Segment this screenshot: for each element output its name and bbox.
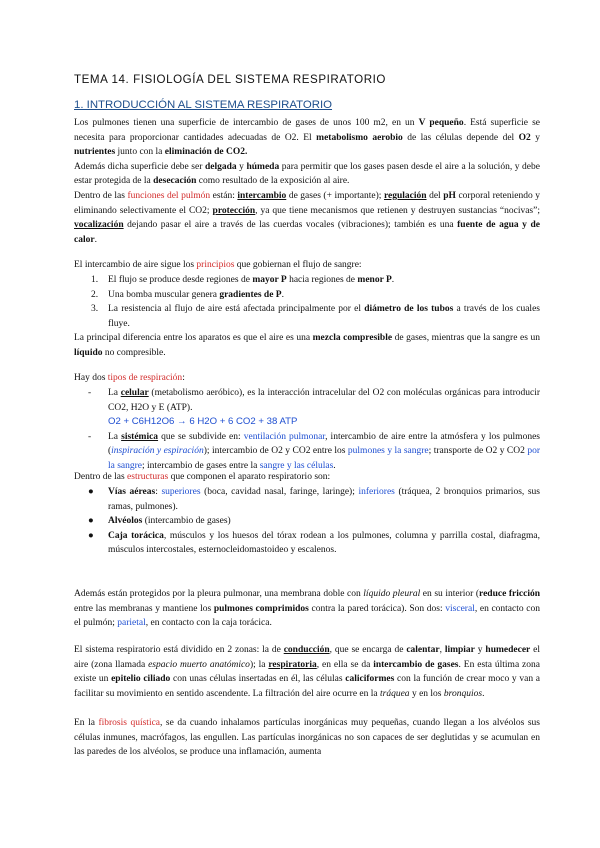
list-item-alveolos: ● Alvéolos (intercambio de gases) [88,516,231,527]
exchange-principles-list [74,273,540,331]
pleura-paragraph: Además están protegidos por la pleura pulmonar, una membrana doble con líquido pleural en su interior (reduce fricción entre las membranas y mantiene los pulmones comprimidos contra la pared torácica). Son dos: visceral, en contacto con el pulmón; parietal, en contacto con la caja torácica. [74,589,541,629]
list-item: 1. El flujo se produce desde regiones de mayor P hacia regiones de menor P. [91,275,395,285]
structures-intro: Dentro de las estructuras que componen el aparato respiratorio son: [74,472,331,482]
list-item-sistemica: - La sistémica que se subdivide en: ventilación pulmonar, intercambio de aire entre la atmósfera y los pulmones (inspiración y espiración); intercambio de O2 y CO2 entre los pulmones y la sangre; transporte de O2 y CO2 por la sangre; intercambio de gases entre la sangre y las células. [88,431,540,471]
structures-list [74,485,540,558]
exchange-intro: El intercambio de aire sigue los principios que gobiernan el flujo de sangre: [74,260,362,270]
intro-paragraph-3: Dentro de las funciones del pulmón están: intercambio de gases (+ importante); regulación del pH corporal reteniendo y eliminando selectivamente el CO2; protección, ya que tiene mecanismos que retienen y destruyen sustancias “nocivas”; vocalización dejando pasar el aire a través de las cuerdas vocales (vibraciones); también es una fuente de agua y de calor. [74,190,540,245]
section-heading-introduccion: 1. INTRODUCCIÓN AL SISTEMA RESPIRATORIO [74,99,333,111]
intro-paragraph-2: Además dicha superficie debe ser delgada y húmeda para permitir que los gases pasen desde el aire a la solución, y debe estar protegida de la desecación como resultado de la exposición al aire. [74,161,540,187]
list-item: 2. Una bomba muscular genera gradientes de P. [91,289,284,300]
document-title: TEMA 14. FISIOLOGÍA DEL SISTEMA RESPIRATORIO [74,73,386,86]
formula: O2 + C6H12O6 → 6 H2O + 6 CO2 + 38 ATP [108,416,298,428]
zones-paragraph: El sistema respiratorio está dividido en 2 zonas: la de conducción, que se encarga de calentar, limpiar y humedecer el aire (zona llamada espacio muerto anatómico); la respiratoria, en ella se da intercambio de gases. En esta última zona existe un epitelio ciliado con unas células insertadas en él, las células caliciformes con la función de crear moco y van a facilitar su movimiento en sentido ascendente. La filtración del aire ocurre en la tráquea y en los bronquios. [74,645,540,699]
list-item-caja-toracica: ● Caja torácica, músculos y los huesos del tórax rodean a los pulmones, columna y parrilla costal, diafragma, músculos intercostales, esternocleidomastoideo y escalenos. [88,530,541,556]
list-item-celular: - La celular (metabolismo aeróbico), es la interacción intracelular del O2 con moléculas orgánicas para introducir CO2, H2O y E (ATP). [88,388,540,413]
intro-block [74,116,540,247]
fibrosis-paragraph: En la fibrosis quística, se da cuando inhalamos partículas inorgánicas muy pequeñas, cuando llegan a los alvéolos sus células inmunes, macrófagos, las engullen. Las partículas inorgánicas no son capaces de ser deglutidas y se acumulan en las paredes de los alvéolos, se produce una inflamación, aumenta [74,718,540,758]
respiration-types-intro: Hay dos tipos de respiración: [74,373,185,383]
list-item-vias-aereas: ● Vías aéreas: superiores (boca, cavidad nasal, faringe, laringe); inferiores (tráquea, 2 bronquios primarios, sus ramas, pulmones). [88,487,541,512]
exchange-difference-paragraph: La principal diferencia entre los aparatos es que el aire es una mezcla compresible de gases, mientras que la sangre es un líquido no compresible. [74,333,540,358]
intro-paragraph-1: Los pulmones tienen una superficie de intercambio de gases de unos 100 m2, en un V pequeño. Está superficie se necesita para proporcionar cantidades adecuadas de O2. El metabolismo aerobio de las células depende del O2 y nutrientes junto con la eliminación de CO2. [74,118,541,158]
list-item: 3. La resistencia al flujo de aire está afectada principalmente por el diámetro de los tubos a través de los cuales fluye. [91,304,540,329]
respiration-types-list [74,386,540,474]
